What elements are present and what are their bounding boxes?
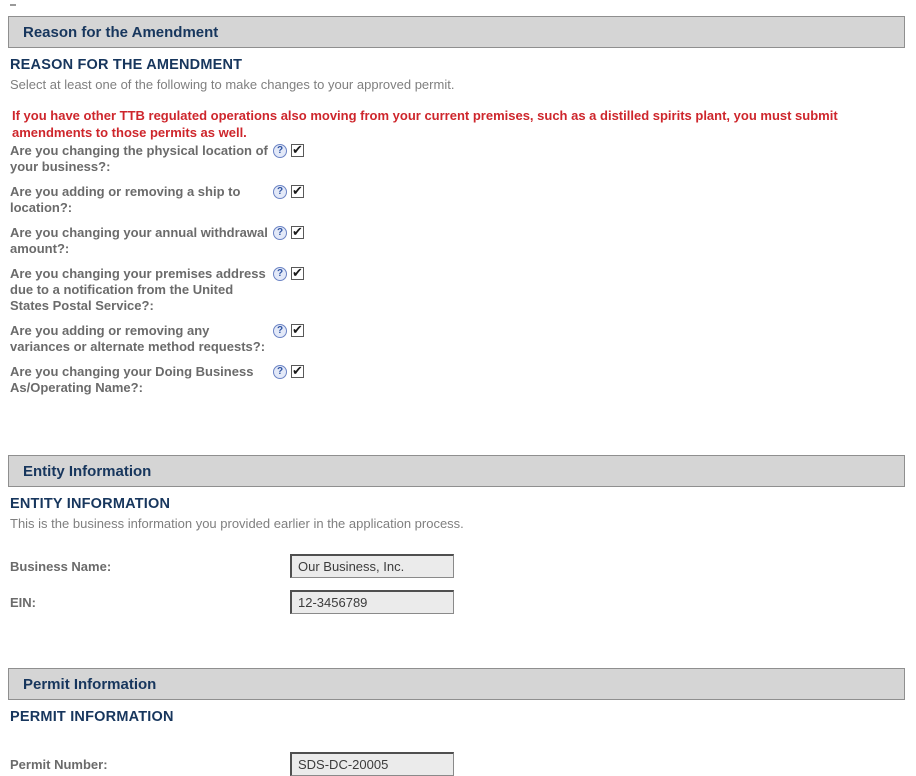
entity-heading: ENTITY INFORMATION [10, 496, 171, 513]
section-header-entity [8, 455, 905, 487]
ttb-warning-text: If you have other TTB regulated operations also moving from your current premises, such as a distilled spirits plant, you must submit amendments to those permits as well. [12, 108, 838, 141]
business-name-field[interactable] [290, 554, 454, 578]
question-ship-to-location-label: Are you adding or removing a ship to location?: [10, 184, 241, 216]
question-premises-address-label: Are you changing your premises address due to a notification from the United States Postal Service?: [10, 266, 266, 314]
ein-row [10, 590, 905, 614]
permit-fields [10, 752, 905, 776]
ein-label: EIN: [10, 595, 36, 611]
question-dba-name [10, 364, 905, 396]
question-list [10, 143, 905, 396]
entity-section [10, 496, 905, 614]
reason-subheading: Select at least one of the following to make changes to your approved permit. [10, 77, 455, 92]
reason-heading: REASON FOR THE AMENDMENT [10, 57, 243, 73]
question-physical-location-label: Are you changing the physical location of your business?: [10, 143, 268, 175]
page-artifact [10, 4, 16, 6]
question-dba-name-label: Are you changing your Doing Business As/Operating Name?: [10, 364, 254, 396]
permit-number-field[interactable] [290, 752, 454, 776]
question-variances [10, 323, 905, 355]
help-icon[interactable]: ? [273, 324, 287, 338]
question-annual-withdrawal [10, 225, 905, 257]
question-physical-location [10, 143, 905, 175]
entity-fields [10, 554, 905, 614]
help-icon[interactable]: ? [273, 185, 287, 199]
question-ship-to-location-checkbox[interactable]: ✔ [292, 183, 303, 199]
permit-number-row [10, 752, 905, 776]
question-annual-withdrawal-checkbox[interactable]: ✔ [292, 224, 303, 240]
question-dba-name-checkbox[interactable]: ✔ [292, 363, 303, 379]
section-header-reason [8, 16, 905, 48]
section-header-permit [8, 668, 905, 700]
question-premises-address-checkbox[interactable]: ✔ [292, 265, 303, 281]
section-header-permit-title: Permit Information [23, 675, 157, 693]
permit-number-label: Permit Number: [10, 757, 108, 773]
question-premises-address [10, 266, 905, 314]
question-variances-checkbox[interactable]: ✔ [292, 322, 303, 338]
section-header-entity-title: Entity Information [23, 462, 152, 480]
question-ship-to-location [10, 184, 905, 216]
help-icon[interactable]: ? [273, 144, 287, 158]
help-icon[interactable]: ? [273, 267, 287, 281]
question-variances-label: Are you adding or removing any variances or alternate method requests?: [10, 323, 266, 355]
help-icon[interactable]: ? [273, 226, 287, 240]
reason-section [10, 57, 905, 396]
entity-subheading: This is the business information you provided earlier in the application process. [10, 516, 464, 532]
section-header-reason-title: Reason for the Amendment [23, 23, 219, 41]
permit-section [10, 709, 905, 776]
business-name-row [10, 554, 905, 578]
ein-field[interactable] [290, 590, 454, 614]
help-icon[interactable]: ? [273, 365, 287, 379]
permit-heading: PERMIT INFORMATION [10, 709, 174, 726]
question-physical-location-checkbox[interactable]: ✔ [292, 142, 303, 158]
business-name-label: Business Name: [10, 559, 112, 575]
question-annual-withdrawal-label: Are you changing your annual withdrawal amount?: [10, 225, 268, 257]
